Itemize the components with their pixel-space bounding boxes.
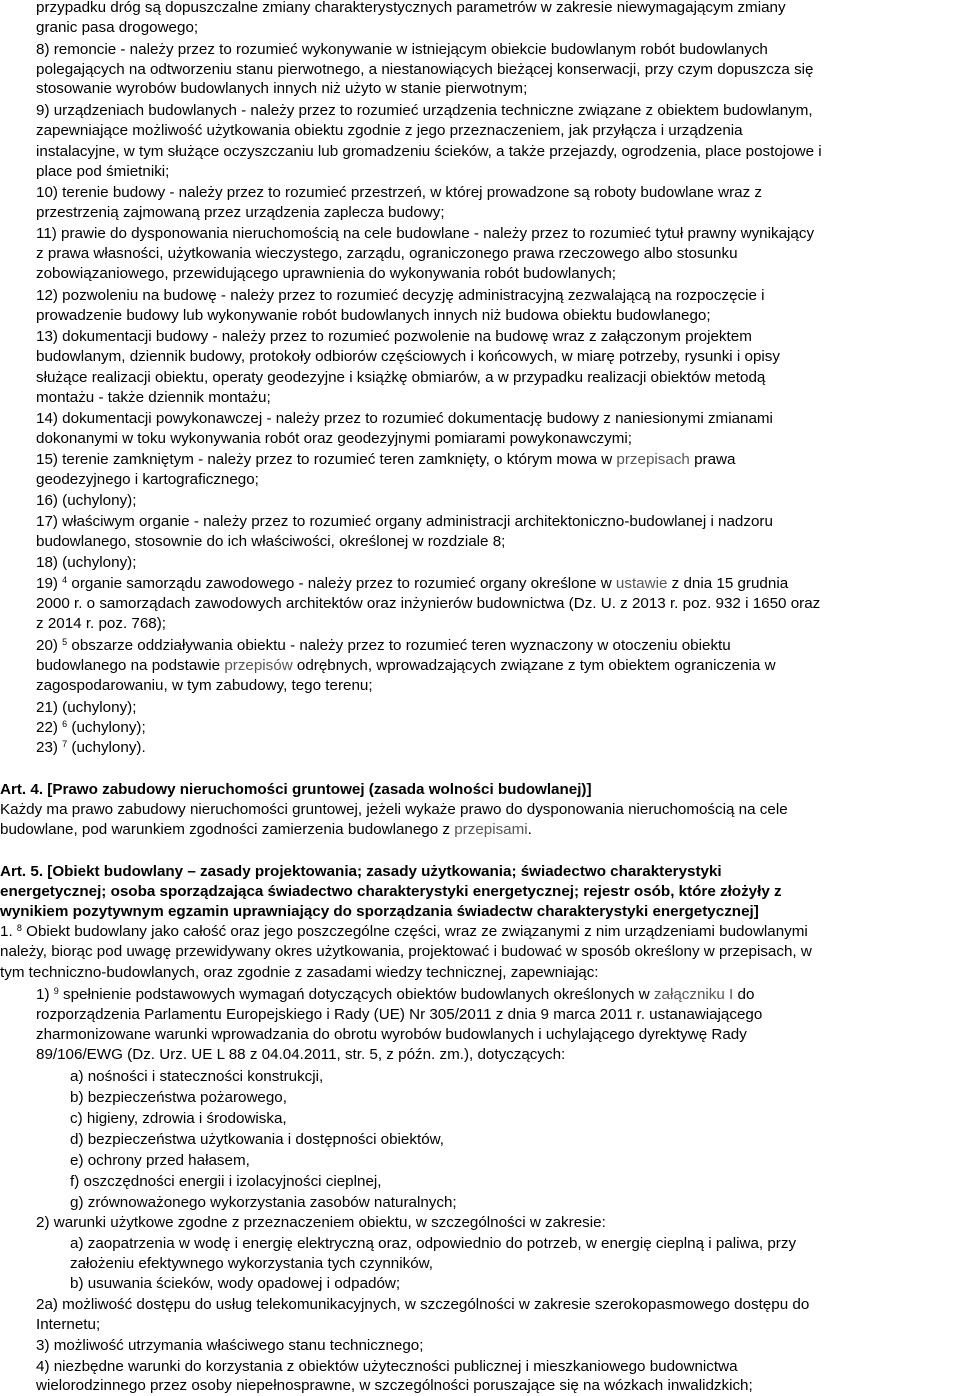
- letter-g: g) zrównoważonego wykorzystania zasobów naturalnych;: [70, 1194, 457, 1211]
- point-2: 2) warunki użytkowe zgodne z przeznaczeniem obiektu, w szczególności w zakresie:: [36, 1214, 606, 1231]
- definition-16: 16) (uchylony);: [36, 492, 137, 509]
- text-span: Obiekt budowlany jako całość oraz jego poszczególne części, wraz ze związanymi z nim urządzeniami budowlanymi: [21, 923, 808, 940]
- text-line: przestrzenią zajmowaną przez urządzenia zaplecza budowy;: [36, 204, 445, 221]
- footnote-ref[interactable]: 4: [62, 575, 68, 585]
- text-line: tym techniczno-budowlanych, oraz zgodnie z zasadami wiedzy technicznej, zapewniając:: [0, 964, 599, 981]
- definition-11: 11) prawie do dysponowania nieruchomością na cele budowlane - należy przez to rozumieć tytuł prawny wynikający: [36, 225, 815, 242]
- text-line: z 2014 r. poz. 768);: [36, 615, 167, 632]
- przepisami-link[interactable]: przepisami: [454, 821, 528, 838]
- text-line: 2000 r. o samorządach zawodowych architektów oraz inżynierów budownictwa (Dz. U. z 2013 r. poz. 932 i 1650 oraz: [36, 595, 821, 612]
- footnote-ref[interactable]: 8: [16, 923, 22, 933]
- zalacznik-link[interactable]: załączniku I: [653, 986, 734, 1003]
- text-line: prowadzenie budowy lub wykonywanie robót budowlanych innych niż budowa obiektu budowlanego;: [36, 307, 711, 324]
- text-line: 89/106/EWG (Dz. Urz. UE L 88 z 04.04.2011, str. 5, z późn. zm.), dotyczących:: [36, 1046, 566, 1063]
- letter-a: a) nośności i stateczności konstrukcji,: [70, 1068, 324, 1085]
- definition-8: 8) remoncie - należy przez to rozumieć wykonywanie w istniejącym obiekcie budowlanym robót budowlanych: [36, 41, 768, 58]
- definition-13: 13) dokumentacji budowy - należy przez to rozumieć pozwolenie na budowę wraz z załączonym projektem: [36, 328, 752, 345]
- text-line: stosowanie wyrobów budowlanych innych niż użyto w stanie pierwotnym;: [36, 80, 528, 97]
- letter-b: b) usuwania ścieków, wody opadowej i odpadów;: [70, 1275, 401, 1292]
- text-line: z prawa własności, użytkowania wieczystego, zarządu, ograniczonego prawa rzeczowego albo stosunku: [36, 245, 738, 262]
- text-span: obszarze oddziaływania obiektu - należy przez to rozumieć teren wyznaczony w otoczeniu obiektu: [67, 637, 731, 654]
- text-line: zapewniające możliwość użytkowania obiektu zgodnie z jego przeznaczeniem, jak przyłącza i urządzenia: [36, 122, 743, 139]
- text-span: 23): [36, 739, 63, 756]
- text-span: budowlanego na podstawie: [36, 657, 225, 674]
- definition-19: [36, 574, 788, 594]
- text-line: polegających na odtworzeniu stanu pierwotnego, a niestanowiących bieżącej konserwacji, przy czym dopuszcza się: [36, 61, 814, 78]
- text-line: [0, 820, 532, 840]
- text-line: energetycznej; osoba sporządzająca świadectwo charakterystyki energetycznej; rejestr osób, które złożyły z: [0, 883, 782, 900]
- text-span: 19): [36, 575, 63, 592]
- text-line: instalacyjne, w tym służące oczyszczaniu lub gromadzeniu ścieków, a także przejazdy, ogrodzenia, place postojowe i: [36, 143, 822, 160]
- text-span: 1): [36, 986, 54, 1003]
- text-line: geodezyjnego i kartograficznego;: [36, 471, 259, 488]
- point-4: 4) niezbędne warunki do korzystania z obiektów użyteczności publicznej i mieszkaniowego budownictwa: [36, 1358, 738, 1375]
- text-line: należy, biorąc pod uwagę przewidywany okres użytkowania, projektować i budować w sposób określony w przepisach, w: [0, 943, 812, 960]
- footnote-ref[interactable]: 9: [53, 986, 59, 996]
- text-span: 15) terenie zamkniętym - należy przez to rozumieć teren zamknięty, o którym mowa w: [36, 451, 617, 468]
- definition-15: [36, 450, 735, 470]
- footnote-ref[interactable]: 5: [62, 637, 68, 647]
- text-span: odrębnych, wprowadzających związane z tym obiektem ograniczenia w: [292, 657, 776, 674]
- text-line: granic pasa drogowego;: [36, 19, 199, 36]
- definition-9: 9) urządzeniach budowlanych - należy przez to rozumieć urządzenia techniczne związane z obiektem budowlanym,: [36, 102, 813, 119]
- text-line: budowlanego, stosownie do ich właściwości, określonej w rozdziale 8;: [36, 533, 506, 550]
- point-1: [36, 985, 754, 1005]
- przepisach-link[interactable]: przepisach: [616, 451, 690, 468]
- text-span: z dnia 15 grudnia: [667, 575, 789, 592]
- letter-c: c) higieny, zdrowia i środowiska,: [70, 1110, 287, 1127]
- letter-e: e) ochrony przed hałasem,: [70, 1152, 250, 1169]
- letter-b: b) bezpieczeństwa pożarowego,: [70, 1089, 287, 1106]
- definition-22: [36, 718, 146, 738]
- text-span: (uchylony).: [67, 739, 146, 756]
- text-span: .: [527, 821, 532, 838]
- text-line: rozporządzenia Parlamentu Europejskiego i Rady (UE) Nr 305/2011 z dnia 9 marca 2011 r. ustanawiającego: [36, 1006, 763, 1023]
- letter-f: f) oszczędności energii i izolacyjności cieplnej,: [70, 1173, 382, 1190]
- paragraph-1: [0, 922, 808, 942]
- text-span: budowlane, pod warunkiem zgodności zamierzenia budowlanego z: [0, 821, 455, 838]
- text-line: [36, 656, 776, 676]
- text-line: montażu - także dziennik montażu;: [36, 389, 271, 406]
- text-line: Internetu;: [36, 1316, 101, 1333]
- text-line: zobowiązaniowego, przewidującego uprawnienia do wykonywania robót budowlanych;: [36, 265, 617, 282]
- text-line: wynikiem pozytywnym egzamin uprawniający do sporządzania świadectw charakterystyki energetycznej]: [0, 903, 759, 920]
- text-span: 20): [36, 637, 63, 654]
- text-line: zharmonizowane warunki wprowadzania do obrotu wyrobów budowlanych i uchylającego dyrektywę Rady: [36, 1026, 747, 1043]
- przepisow-link[interactable]: przepisów: [224, 657, 293, 674]
- text-line: założeniu efektywnego wykorzystania tych czynników,: [70, 1255, 433, 1272]
- text-span: do: [733, 986, 755, 1003]
- text-line: przypadku dróg są dopuszczalne zmiany charakterystycznych parametrów w zakresie niewymagającym zmiany: [36, 0, 786, 16]
- text-span: prawa: [689, 451, 736, 468]
- definition-18: 18) (uchylony);: [36, 554, 137, 571]
- footnote-ref[interactable]: 6: [62, 719, 68, 729]
- text-span: spełnienie podstawowych wymagań dotyczących obiektów budowlanych określonych w: [58, 986, 654, 1003]
- definition-14: 14) dokumentacji powykonawczej - należy przez to rozumieć dokumentację budowy z naniesionymi zmianami: [36, 410, 773, 427]
- letter-a: a) zaopatrzenia w wodę i energię elektryczną oraz, odpowiednio do potrzeb, w energię cieplną i paliwa, przy: [70, 1235, 797, 1252]
- text-span: 22): [36, 719, 63, 736]
- text-line: dokonanymi w toku wykonywania robót oraz geodezyjnymi pomiarami powykonawczymi;: [36, 430, 632, 447]
- definition-20: [36, 636, 731, 656]
- letter-d: d) bezpieczeństwa użytkowania i dostępności obiektów,: [70, 1131, 444, 1148]
- definition-10: 10) terenie budowy - należy przez to rozumieć przestrzeń, w której prowadzone są roboty budowlane wraz z: [36, 184, 762, 201]
- footnote-ref[interactable]: 7: [62, 739, 68, 749]
- definition-12: 12) pozwoleniu na budowę - należy przez to rozumieć decyzję administracyjną zezwalającą na rozpoczęcie i: [36, 287, 765, 304]
- text-span: organie samorządu zawodowego - należy przez to rozumieć organy określone w: [67, 575, 616, 592]
- definition-21: 21) (uchylony);: [36, 699, 137, 716]
- article-5-heading: Art. 5. [Obiekt budowlany – zasady projektowania; zasady użytkowania; świadectwo charakterystyki: [0, 863, 722, 880]
- point-3: 3) możliwość utrzymania właściwego stanu technicznego;: [36, 1337, 424, 1354]
- text-line: budowlanym, dziennik budowy, protokoły odbiorów częściowych i końcowych, w miarę potrzeby, rysunki i opisy: [36, 348, 780, 365]
- text-line: służące realizacji obiektu, operaty geodezyjne i książkę obmiarów, a w przypadku realizacji obiektów metodą: [36, 369, 766, 386]
- text-span: (uchylony);: [67, 719, 146, 736]
- text-line: wielorodzinnego przez osoby niepełnosprawne, w szczególności poruszające się na wózkach inwalidzkich;: [36, 1377, 753, 1394]
- definition-17: 17) właściwym organie - należy przez to rozumieć organy administracji architektoniczno-budowlanej i nadzoru: [36, 513, 773, 530]
- point-2a: 2a) możliwość dostępu do usług telekomunikacyjnych, w szczególności w zakresie szerokopasmowego dostępu do: [36, 1296, 810, 1313]
- text-line: zagospodarowaniu, w tym zabudowy, tego terenu;: [36, 677, 373, 694]
- text-span: 1.: [0, 923, 17, 940]
- definition-23: [36, 738, 146, 758]
- text-line: place pod śmietniki;: [36, 163, 170, 180]
- article-4-heading: Art. 4. [Prawo zabudowy nieruchomości gruntowej (zasada wolności budowlanej)]: [0, 781, 592, 798]
- text-line: Każdy ma prawo zabudowy nieruchomości gruntowej, jeżeli wykaże prawo do dysponowania nieruchomością na cele: [0, 801, 788, 818]
- ustawie-link[interactable]: ustawie: [615, 575, 668, 592]
